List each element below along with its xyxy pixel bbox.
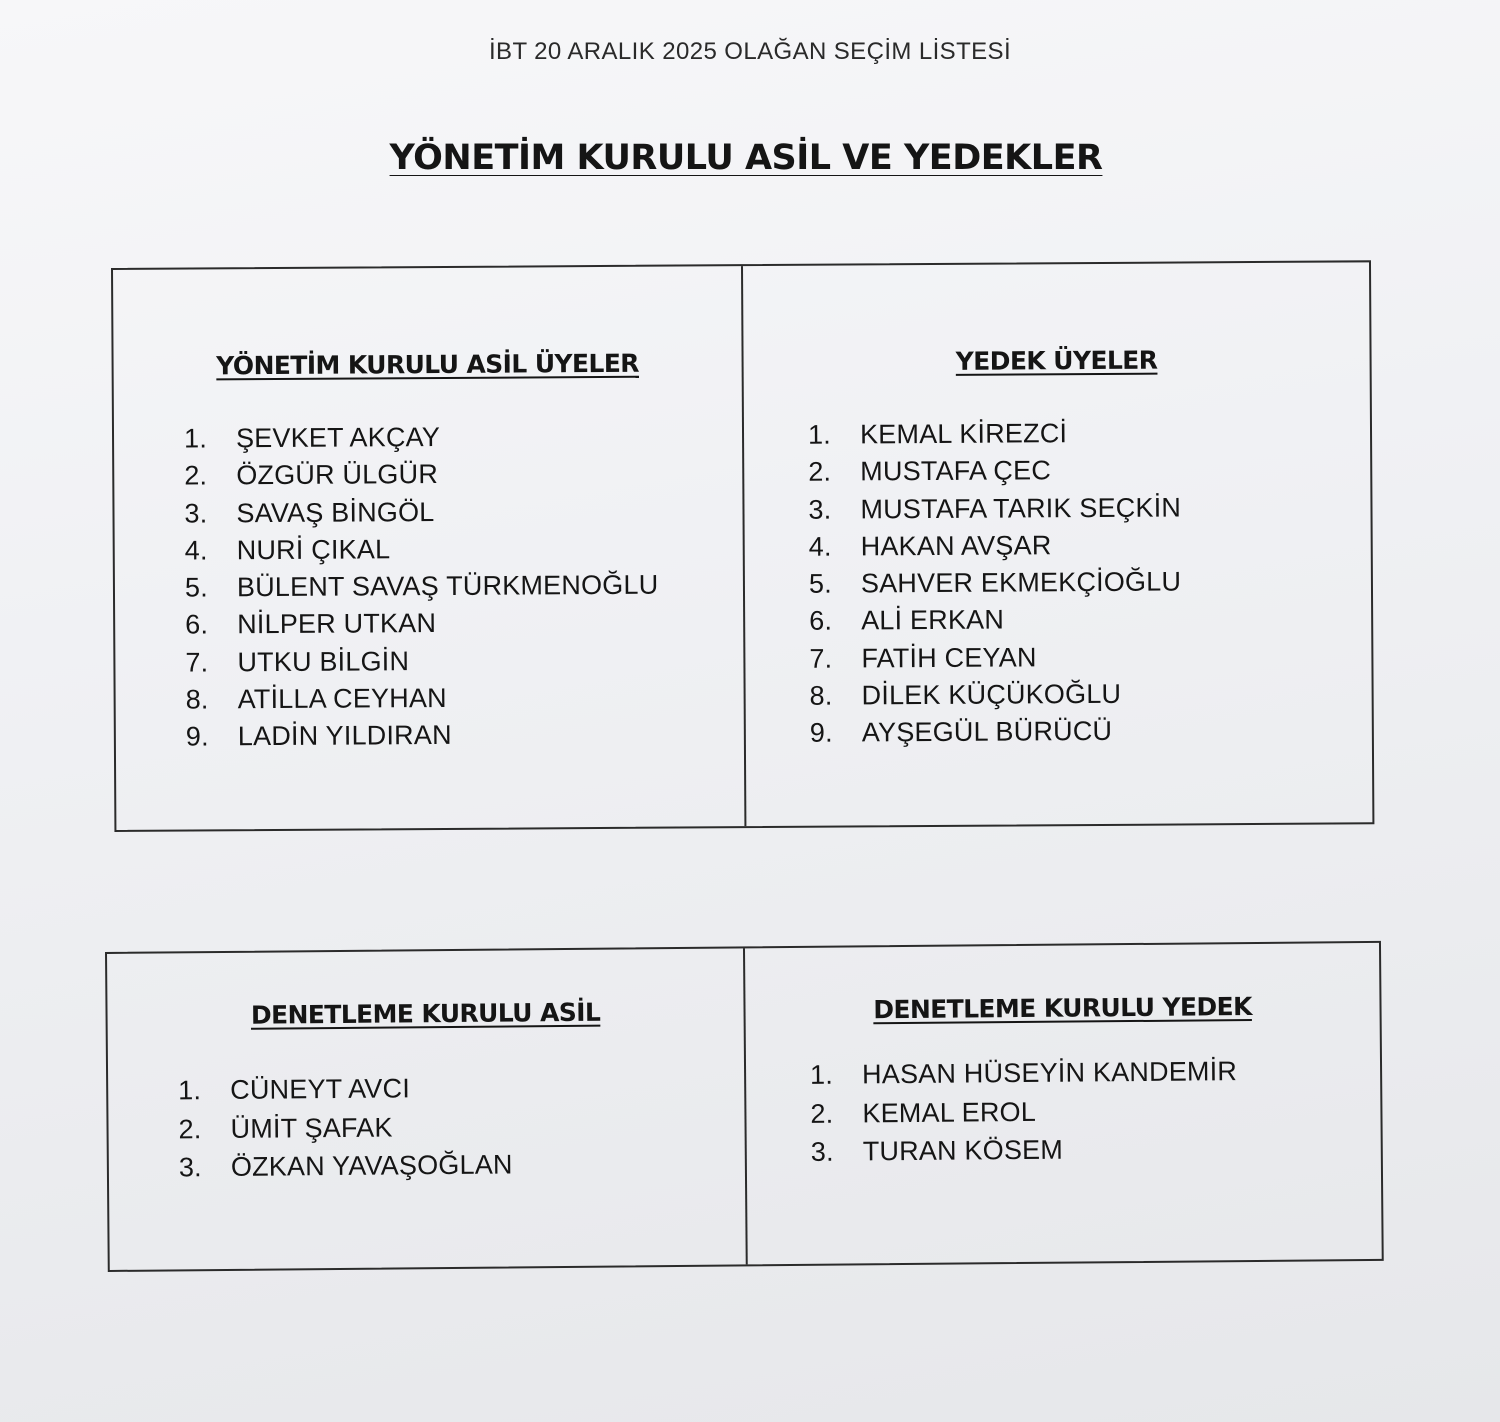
member-item bbox=[808, 417, 1181, 457]
member-item bbox=[185, 570, 659, 610]
board-principal-list bbox=[184, 421, 659, 760]
member-name: ALİ ERKAN bbox=[861, 605, 1005, 636]
member-number: 2. bbox=[184, 460, 208, 491]
member-item bbox=[810, 1095, 1237, 1137]
member-number: 6. bbox=[809, 606, 833, 637]
member-item bbox=[809, 604, 1182, 644]
member-name: KEMAL KİREZCİ bbox=[859, 418, 1068, 450]
member-number: 3. bbox=[808, 494, 832, 525]
member-name: ATİLLA CEYHAN bbox=[237, 683, 447, 715]
member-number: 5. bbox=[184, 572, 208, 603]
member-name: ÖZKAN YAVAŞOĞLAN bbox=[230, 1149, 513, 1182]
member-name: HAKAN AVŞAR bbox=[860, 530, 1052, 562]
member-name: AYŞEGÜL BÜRÜCÜ bbox=[861, 716, 1113, 748]
member-number: 9. bbox=[185, 721, 209, 752]
member-name: HASAN HÜSEYİN KANDEMİR bbox=[861, 1056, 1238, 1090]
board-principal-heading: YÖNETİM KURULU ASİL ÜYELER bbox=[216, 348, 640, 381]
audit-principal-cell bbox=[107, 948, 746, 1270]
member-number: 1. bbox=[183, 423, 208, 454]
audit-substitute-heading: DENETLEME KURULU YEDEK bbox=[873, 991, 1252, 1025]
member-name: SAHVER EKMEKÇİOĞLU bbox=[860, 566, 1182, 599]
board-substitute-cell bbox=[741, 262, 1372, 826]
member-name: SAVAŞ BİNGÖL bbox=[236, 496, 435, 528]
member-item bbox=[186, 719, 660, 759]
member-name: UTKU BİLGİN bbox=[237, 645, 410, 678]
member-item bbox=[186, 682, 660, 722]
member-name: ÖZGÜR ÜLGÜR bbox=[236, 459, 439, 491]
member-name: KEMAL EROL bbox=[862, 1096, 1037, 1128]
member-number: 3. bbox=[810, 1136, 834, 1167]
audit-substitute-cell bbox=[743, 943, 1382, 1265]
member-item bbox=[809, 529, 1182, 569]
member-number: 4. bbox=[184, 535, 208, 566]
member-name: CÜNEYT AVCI bbox=[230, 1073, 411, 1105]
member-item bbox=[808, 455, 1181, 495]
member-number: 1. bbox=[178, 1075, 202, 1106]
member-name: NURİ ÇIKAL bbox=[236, 534, 391, 566]
member-name: BÜLENT SAVAŞ TÜRKMENOĞLU bbox=[236, 569, 659, 603]
member-item bbox=[811, 1133, 1238, 1175]
board-table bbox=[111, 260, 1374, 832]
board-principal-cell bbox=[113, 266, 744, 830]
member-number: 3. bbox=[178, 1152, 202, 1183]
member-number: 7. bbox=[185, 647, 209, 678]
member-number: 9. bbox=[809, 717, 833, 749]
member-item bbox=[810, 1056, 1237, 1098]
member-number: 6. bbox=[185, 609, 209, 641]
member-name: LADİN YILDIRAN bbox=[237, 720, 452, 752]
member-item bbox=[185, 607, 659, 647]
member-name: MUSTAFA TARIK SEÇKİN bbox=[860, 492, 1182, 525]
member-number: 8. bbox=[809, 680, 833, 711]
member-number: 1. bbox=[807, 419, 832, 450]
board-substitute-list bbox=[808, 417, 1183, 755]
member-name: MUSTAFA ÇEC bbox=[860, 455, 1052, 487]
member-number: 3. bbox=[184, 498, 208, 529]
member-item bbox=[185, 644, 659, 684]
member-item bbox=[809, 641, 1182, 681]
member-item bbox=[810, 716, 1183, 756]
member-item bbox=[184, 458, 658, 498]
member-number: 7. bbox=[809, 643, 833, 674]
member-item bbox=[810, 679, 1183, 719]
member-name: TURAN KÖSEM bbox=[862, 1134, 1064, 1167]
member-item bbox=[185, 533, 659, 573]
member-item bbox=[184, 495, 658, 535]
member-name: ÜMİT ŞAFAK bbox=[230, 1111, 393, 1144]
member-number: 2. bbox=[810, 1098, 834, 1129]
audit-principal-heading: DENETLEME KURULU ASİL bbox=[250, 997, 601, 1030]
document-title-wrap bbox=[0, 138, 1500, 178]
member-name: FATİH CEYAN bbox=[861, 642, 1037, 674]
member-item bbox=[184, 421, 658, 461]
member-name: DİLEK KÜÇÜKOĞLU bbox=[861, 678, 1122, 711]
member-item bbox=[178, 1111, 512, 1152]
audit-table bbox=[105, 941, 1384, 1272]
board-substitute-heading: YEDEK ÜYELER bbox=[955, 345, 1158, 376]
member-name: ŞEVKET AKÇAY bbox=[235, 421, 441, 454]
audit-principal-list bbox=[178, 1072, 513, 1190]
member-item bbox=[179, 1149, 513, 1190]
member-number: 2. bbox=[808, 456, 832, 488]
member-number: 5. bbox=[808, 568, 832, 599]
member-item bbox=[809, 567, 1182, 607]
member-number: 8. bbox=[185, 684, 209, 715]
member-name: NİLPER UTKAN bbox=[237, 608, 437, 640]
member-item bbox=[178, 1072, 512, 1113]
member-number: 4. bbox=[808, 531, 832, 562]
member-number: 2. bbox=[178, 1113, 202, 1144]
member-item bbox=[808, 492, 1181, 532]
document-title: YÖNETİM KURULU ASİL VE YEDEKLER bbox=[389, 138, 1103, 178]
document-header: İBT 20 ARALIK 2025 OLAĞAN SEÇİM LİSTESİ bbox=[488, 38, 1012, 65]
audit-substitute-list bbox=[810, 1056, 1238, 1175]
member-number: 1. bbox=[809, 1059, 834, 1090]
